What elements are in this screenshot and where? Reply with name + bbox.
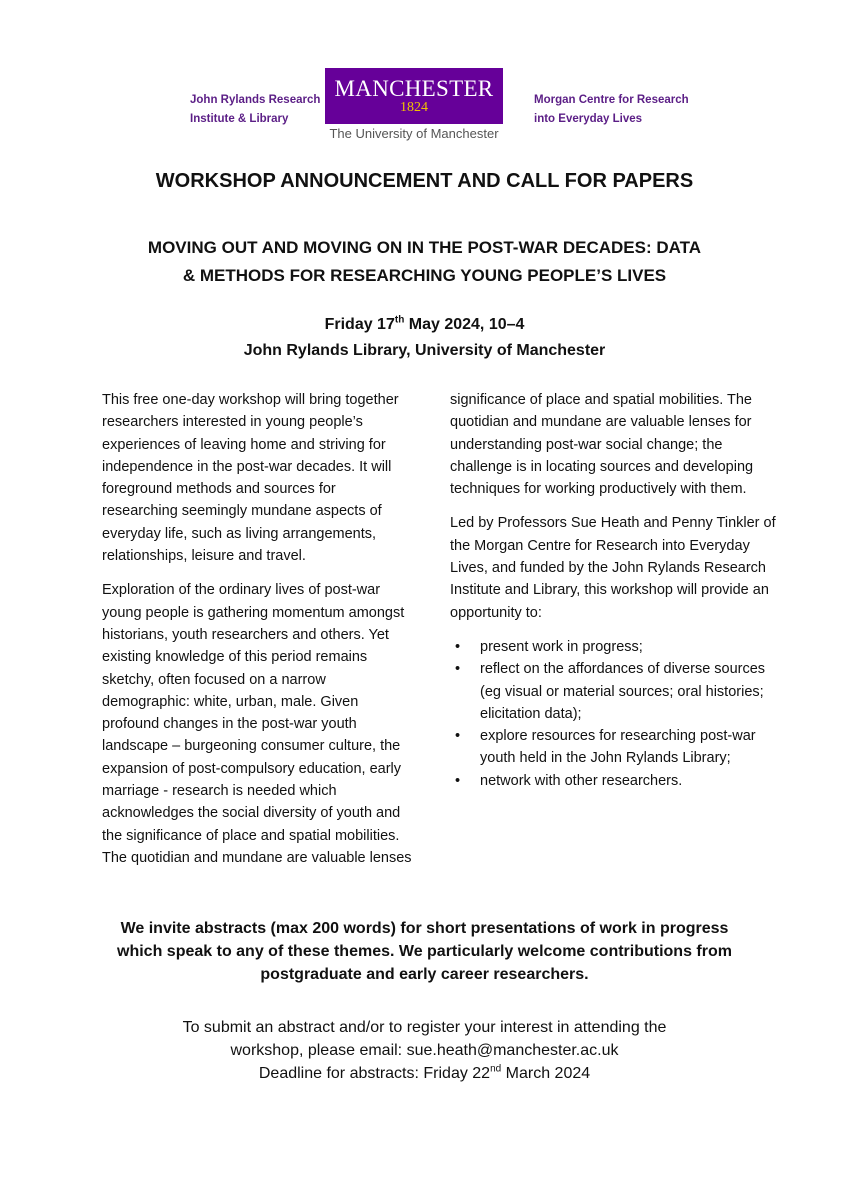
objectives-list — [450, 636, 780, 792]
list-item: • network with other researchers. — [450, 770, 780, 792]
paragraph-intro: This free one-day workshop will bring together researchers interested in young people’s experiences of leaving home and striving for independence in the post-war decades. It will foreground methods and sources for researching seemingly mundane aspects of everyday life, such as living arrangements, relationships, leisure and travel. — [102, 392, 399, 565]
submission-info: To submit an abstract and/or to register your interest in attending the workshop, please email: sue.heath@manchester.ac.uk Deadline for abstracts: Friday 22nd March 2024 — [80, 1016, 769, 1085]
paragraph-leadership: Led by Professors Sue Heath and Penny Tinkler of the Morgan Centre for Research into Everyday Lives, and funded by the John Rylands Research Institute and Library, this workshop will provide an opportunity to: — [450, 515, 776, 621]
workshop-title: MOVING OUT AND MOVING ON IN THE POST-WAR DECADES: DATA & METHODS FOR RESEARCHING YOUNG PEOPLE’S LIVES — [147, 238, 702, 285]
university-of-manchester-logo — [325, 68, 503, 124]
call-for-abstracts: We invite abstracts (max 200 words) for short presentations of work in progress which speak to any of these themes. We particularly welcome contributions from postgraduate and early career researchers. — [117, 920, 732, 983]
morgan-centre-label: Morgan Centre for Research into Everyday Lives — [534, 94, 689, 125]
logo-year: 1824 — [400, 100, 428, 115]
contact-email-line[interactable]: workshop, please email: sue.heath@manchester.ac.uk — [230, 1042, 619, 1059]
body-column-right — [450, 389, 780, 792]
event-details — [0, 312, 849, 364]
paragraph-context-continued: significance of place and spatial mobilities. The quotidian and mundane are valuable lenses for understanding post-war social change; the challenge is in locating sources and developing techniques for working productively with them. — [450, 392, 754, 498]
logo-subtitle: The University of Manchester — [329, 126, 499, 141]
logo-wordmark: MANCHESTER — [334, 76, 494, 101]
event-date: Friday 17th May 2024, 10–4 — [324, 314, 525, 333]
paragraph-context: Exploration of the ordinary lives of post-war young people is gathering momentum amongst historians, youth researchers and others. Yet existing knowledge of this period remains sketchy, often focused on a narrow demographic: white, urban, male. Given profound changes in the post-war youth landscape – burgeoning consumer culture, the expansion of post-compulsory education, early marriage - research is needed which acknowledges the social diversity of youth and the significance of place and spatial mobilities. The quotidian and mundane are valuable lenses — [102, 582, 412, 866]
list-item: • reflect on the affordances of diverse sources (eg visual or material sources; oral histories; elicitation data); — [450, 658, 780, 725]
john-rylands-institute-label: John Rylands Research Institute & Library — [190, 94, 321, 125]
list-item: • explore resources for researching post-war youth held in the John Rylands Library; — [450, 725, 780, 770]
page-title: WORKSHOP ANNOUNCEMENT AND CALL FOR PAPERS — [155, 170, 694, 192]
list-item: • present work in progress; — [450, 636, 780, 658]
event-venue: John Rylands Library, University of Manchester — [243, 342, 606, 359]
deadline: Deadline for abstracts: Friday 22nd March 2024 — [258, 1063, 591, 1082]
body-column-left — [102, 389, 414, 869]
